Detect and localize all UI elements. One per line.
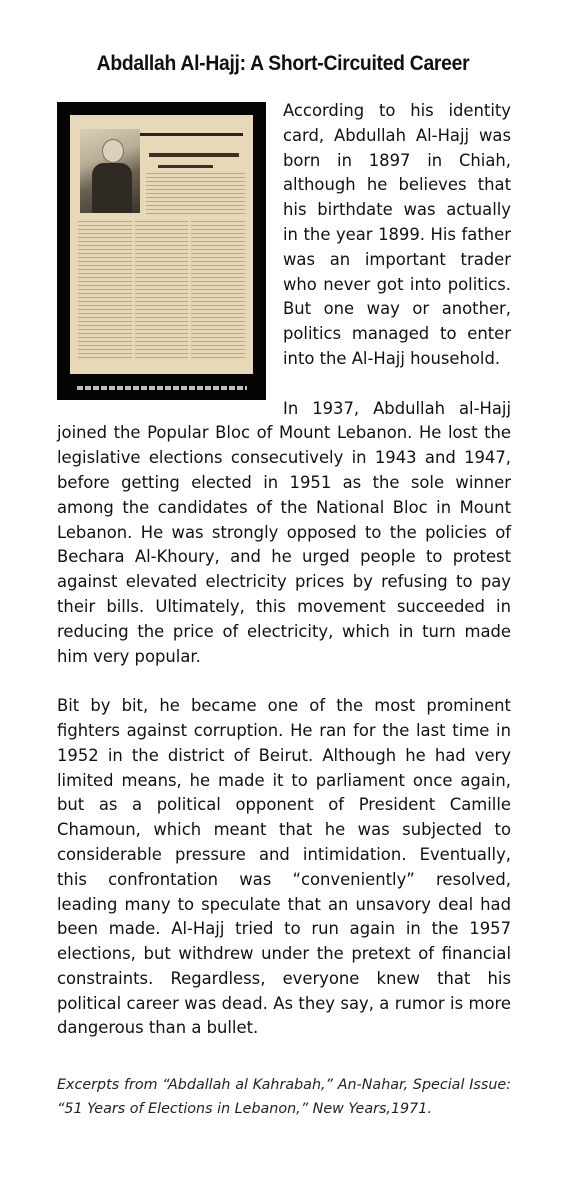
newspaper-clipping-image — [57, 102, 266, 400]
page-title: Abdallah Al-Hajj: A Short-Circuited Career — [96, 52, 470, 75]
arabic-headline-line — [158, 159, 213, 168]
text-columns — [146, 173, 245, 217]
paragraph: In 1937, Abdullah al-Hajj joined the Popular Bloc of Mount Lebanon. He lost the legislative elections consecutively in 1943 and 1947, before getting elected in 1951 as the sole winner among the candidates of the National Bloc in Mount Lebanon. He was strongly opposed to the policies of Bechara Al-Khoury, and he urged people to protest against elevated electricity prices by refusing to pay their bills. Ultimately, this movement succeeded in reducing the price of electricity, which in turn made him very popular. — [57, 398, 511, 666]
column-gutter — [188, 221, 191, 361]
portrait-photo — [80, 129, 140, 213]
article-body — [57, 99, 511, 1041]
paragraph: Bit by bit, he became one of the most prominent fighters against corruption. He ran for the last time in 1952 in the district of Beirut. Although he had very limited means, he made it to parliament once again, but as a political opponent of President Camille Chamoun, which meant that he was subjected to considerable pressure and intimidation. Eventually, this confrontation was “conveniently” resolved, leading many to speculate that an unsavory deal had been made. Al-Hajj tried to run again in the 1957 elections, but withdrew under the pretext of financial constraints. Regardless, everyone knew that his political career was dead. As they say, a rumor is more dangerous than a bullet. — [57, 696, 511, 1038]
paragraph: According to his identity card, Abdullah Al-Hajj was born in 1897 in Chiah, although he believes that his birthdate was actually in the year 1899. His father was an important trader who never got into politics. But one way or another, politics managed to enter into the Al-Hajj household. — [283, 101, 511, 368]
arabic-headline-line — [149, 143, 239, 157]
newspaper-page — [70, 115, 253, 374]
clipping-caption — [77, 386, 247, 390]
column-gutter — [132, 221, 135, 361]
arabic-headline-line — [123, 125, 243, 136]
text-columns — [78, 221, 245, 361]
source-citation: Excerpts from “Abdallah al Kahrabah,” An-Nahar, Special Issue: “51 Years of Elections in Lebanon,” New Years,1971. — [57, 1077, 511, 1117]
